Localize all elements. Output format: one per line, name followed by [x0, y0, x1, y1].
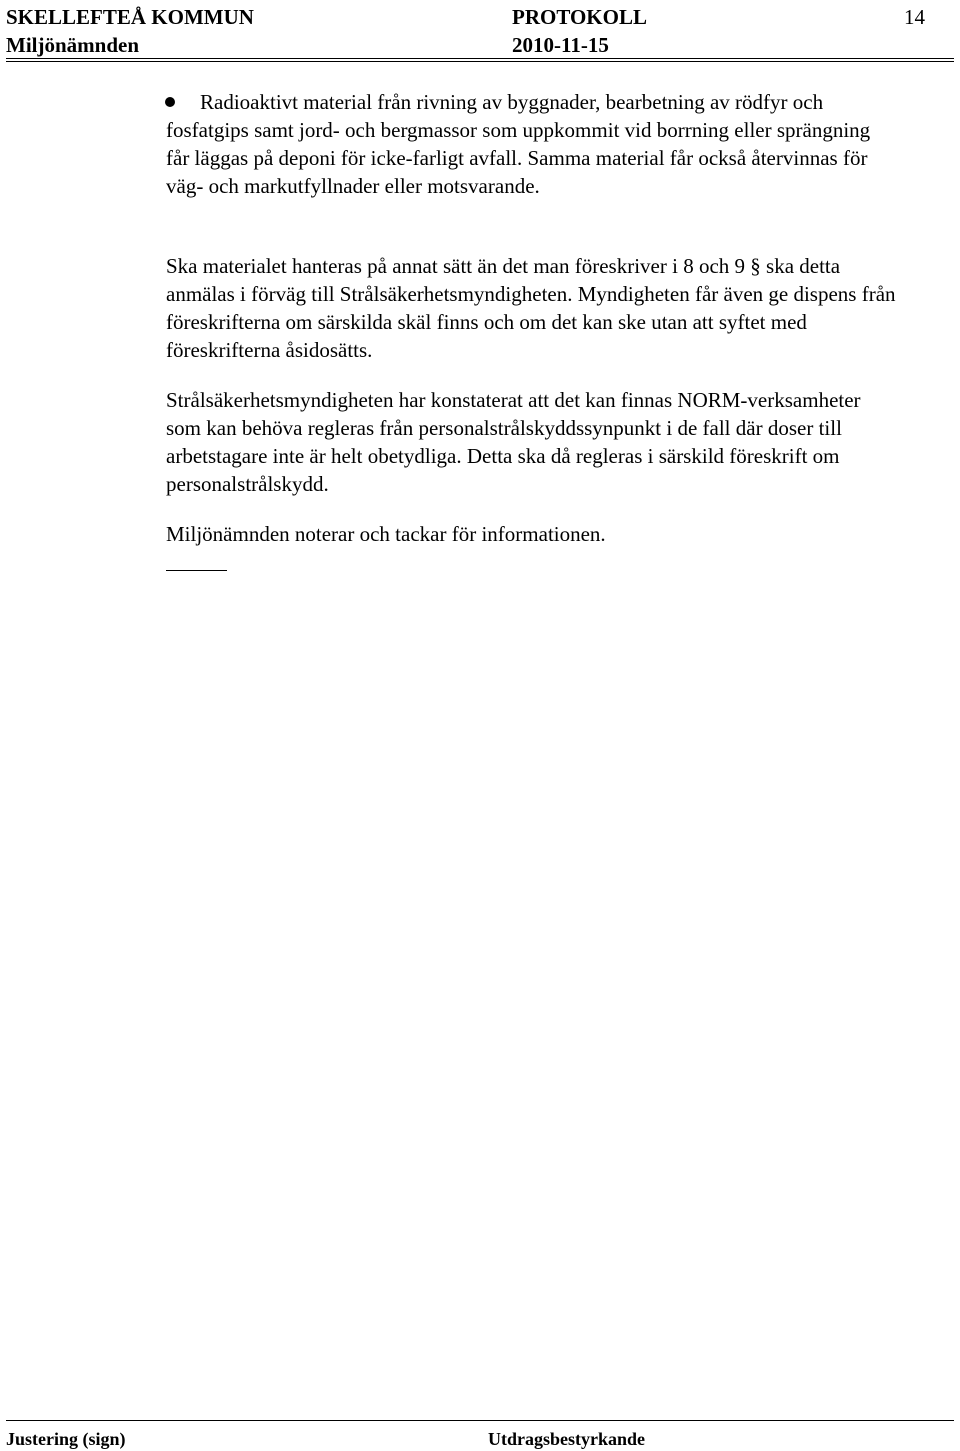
bullet-item-text: Radioaktivt material från rivning av byggnader, bearbetning av rödfyr och fosfatgips samt jord- och bergmassor som uppkommit vid borrning eller sprängning får läggas på deponi för icke-farligt avfall. Samma material får också återvinnas för väg- och markutfyllnader eller motsvarande. [166, 90, 871, 198]
organization-name: SKELLEFTEÅ KOMMUN [6, 5, 254, 29]
paragraph-decision: Miljönämnden noterar och tackar för informationen. [166, 522, 606, 546]
page-number: 14 [904, 5, 925, 29]
paragraph-norm: Strålsäkerhetsmyndigheten har konstaterat att det kan finnas NORM-verksamheter som kan behöva regleras från personalstrålskyddssynpunkt i de fall där doser till arbetstagare inte är helt obetydliga. Detta ska då regleras i särskild föreskrift om personalstrålskydd. [166, 388, 861, 496]
document-type: PROTOKOLL [512, 5, 647, 29]
end-of-section-line [166, 570, 227, 571]
meeting-date: 2010-11-15 [512, 33, 609, 57]
committee-name: Miljönämnden [6, 33, 140, 57]
header-rule-secondary [6, 61, 954, 62]
paragraph-dispens: Ska materialet hanteras på annat sätt än det man föreskriver i 8 och 9 § ska detta anmälas i förväg till Strålsäkerhetsmyndigheten. Myndigheten får även ge dispens från föreskrifterna om särskilda skäl finns och om det kan ske utan att syftet med föreskrifterna åsidosätts. [166, 254, 896, 362]
header-rule [6, 58, 954, 59]
signature-label: Justering (sign) [6, 1429, 126, 1449]
extract-certification-label: Utdragsbestyrkande [488, 1429, 646, 1449]
footer-rule [6, 1420, 954, 1421]
